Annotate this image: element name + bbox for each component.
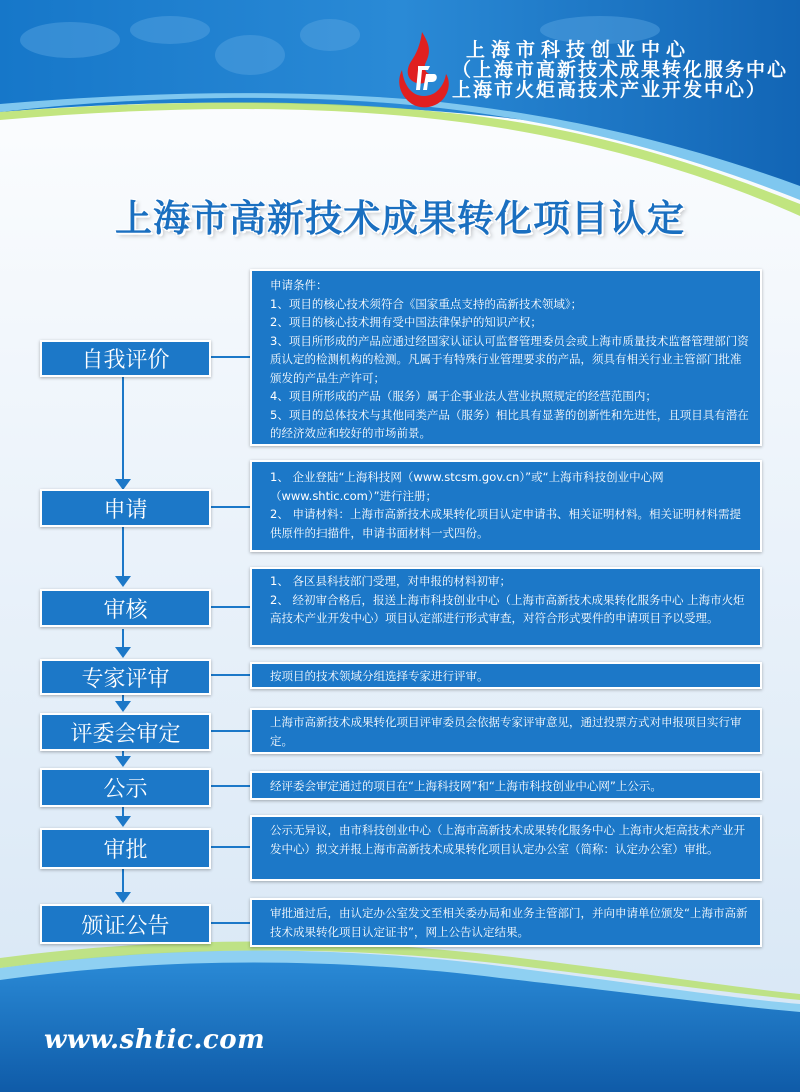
down-arrow-icon — [115, 576, 131, 587]
step-approval-desc — [250, 815, 762, 881]
step-connector — [209, 846, 250, 848]
step-connector — [209, 674, 250, 676]
desc-line: 上海市高新技术成果转化项目评审委员会依据专家评审意见，通过投票方式对申报项目实行审定。 — [270, 715, 742, 748]
desc-line: 4、项目所形成的产品（服务）属于企事业法人营业执照规定的经营范围内； — [270, 389, 657, 403]
step-committee-approval — [40, 713, 211, 751]
desc-line: 1、项目的核心技术须符合《国家重点支持的高新技术领域》； — [270, 296, 583, 311]
down-arrow-icon — [115, 816, 131, 827]
desc-line: 申请条件： — [270, 278, 328, 292]
step-expert-review-desc — [250, 662, 762, 689]
desc-line: 1、 企业登陆“上海科技网（www.stcsm.gov.cn）”或“上海市科技创业中心网（www.shtic.com）”进行注册； — [270, 470, 664, 503]
step-connector — [209, 785, 250, 787]
step-label: 自我评价 — [81, 348, 170, 373]
desc-line: 按项目的技术领域分组选择专家进行评审。 — [270, 669, 489, 683]
step-label: 评委会审定 — [70, 721, 181, 747]
org-line-1: 上海市科技创业中心 — [466, 39, 692, 61]
organization-name — [452, 40, 788, 100]
torch-logo-icon — [392, 30, 454, 110]
down-arrow-icon — [115, 756, 131, 767]
desc-line: 经评委会审定通过的项目在“上海科技网”和“上海市科技创业中心网”上公示。 — [270, 779, 662, 793]
desc-line: 2、 申请材料：上海市高新技术成果转化项目认定申请书、相关证明材料。相关证明材料需提供原件的扫描件，申请书面材料一式四份。 — [270, 507, 741, 540]
desc-line: 3、项目所形成的产品应通过经国家认证认可监督管理委员会或上海市质量技术监督管理部门资质认定的检测机构的检测。凡属于有特殊行业管理要求的产品，须具有相关行业主管部门批准颁发的产品生产许可； — [270, 333, 749, 385]
step-self-evaluation — [40, 340, 211, 377]
desc-line: 1、 各区县科技部门受理，对申报的材料初审； — [270, 574, 511, 588]
desc-line: 公示无异议，由市科技创业中心（上海市高新技术成果转化服务中心 上海市火炬高技术产业开发中心）拟文并报上海市高新技术成果转化项目认定办公室（简称：认定办公室）审批。 — [270, 823, 746, 856]
step-publicity-desc — [250, 771, 762, 800]
step-connector — [209, 356, 250, 358]
step-application-desc — [250, 460, 762, 552]
step-label: 专家评审 — [81, 666, 170, 692]
step-review-desc — [250, 567, 762, 647]
step-certificate-announcement-desc — [250, 898, 762, 947]
org-line-3: 上海市火炬高技术产业开发中心） — [452, 79, 768, 101]
desc-line: 2、 经初审合格后，报送上海市科技创业中心（上海市高新技术成果转化服务中心 上海市火炬高技术产业开发中心）项目认定部进行形式审查，对符合形式要件的申请项目予以受理。 — [270, 592, 745, 625]
desc-line: 5、项目的总体技术与其他同类产品（服务）相比具有显著的创新性和先进性，且项目具有潜在的经济效应和较好的市场前景。 — [270, 407, 749, 440]
desc-line: 审批通过后，由认定办公室发文至相关委办局和业务主管部门，并向申请单位颁发“上海市高新技术成果转化项目认定证书”，网上公告认定结果。 — [270, 906, 748, 939]
down-arrow-icon — [115, 647, 131, 658]
step-connector — [209, 606, 250, 608]
step-approval — [40, 828, 211, 869]
website-url: www.shtic.com — [44, 1025, 266, 1055]
step-label: 申请 — [103, 497, 148, 523]
step-connector — [209, 506, 250, 508]
step-label: 公示 — [103, 777, 148, 802]
step-label: 审批 — [103, 838, 148, 863]
step-connector — [209, 730, 250, 732]
step-application — [40, 489, 211, 527]
step-review — [40, 589, 211, 627]
step-connector — [209, 922, 250, 924]
step-self-evaluation-desc — [250, 269, 762, 446]
step-expert-review — [40, 659, 211, 695]
desc-line: 2、项目的核心技术拥有受中国法律保护的知识产权； — [270, 315, 542, 329]
flow-line — [122, 373, 124, 489]
org-line-2: （上海市高新技术成果转化服务中心 — [452, 59, 789, 81]
step-publicity — [40, 768, 211, 807]
page-title: 上海市高新技术成果转化项目认定 — [115, 197, 685, 240]
step-label: 颁证公告 — [81, 913, 170, 939]
down-arrow-icon — [115, 701, 131, 712]
step-committee-approval-desc — [250, 708, 762, 754]
step-label: 审核 — [103, 597, 148, 623]
step-certificate-announcement — [40, 904, 211, 944]
down-arrow-icon — [115, 892, 131, 903]
